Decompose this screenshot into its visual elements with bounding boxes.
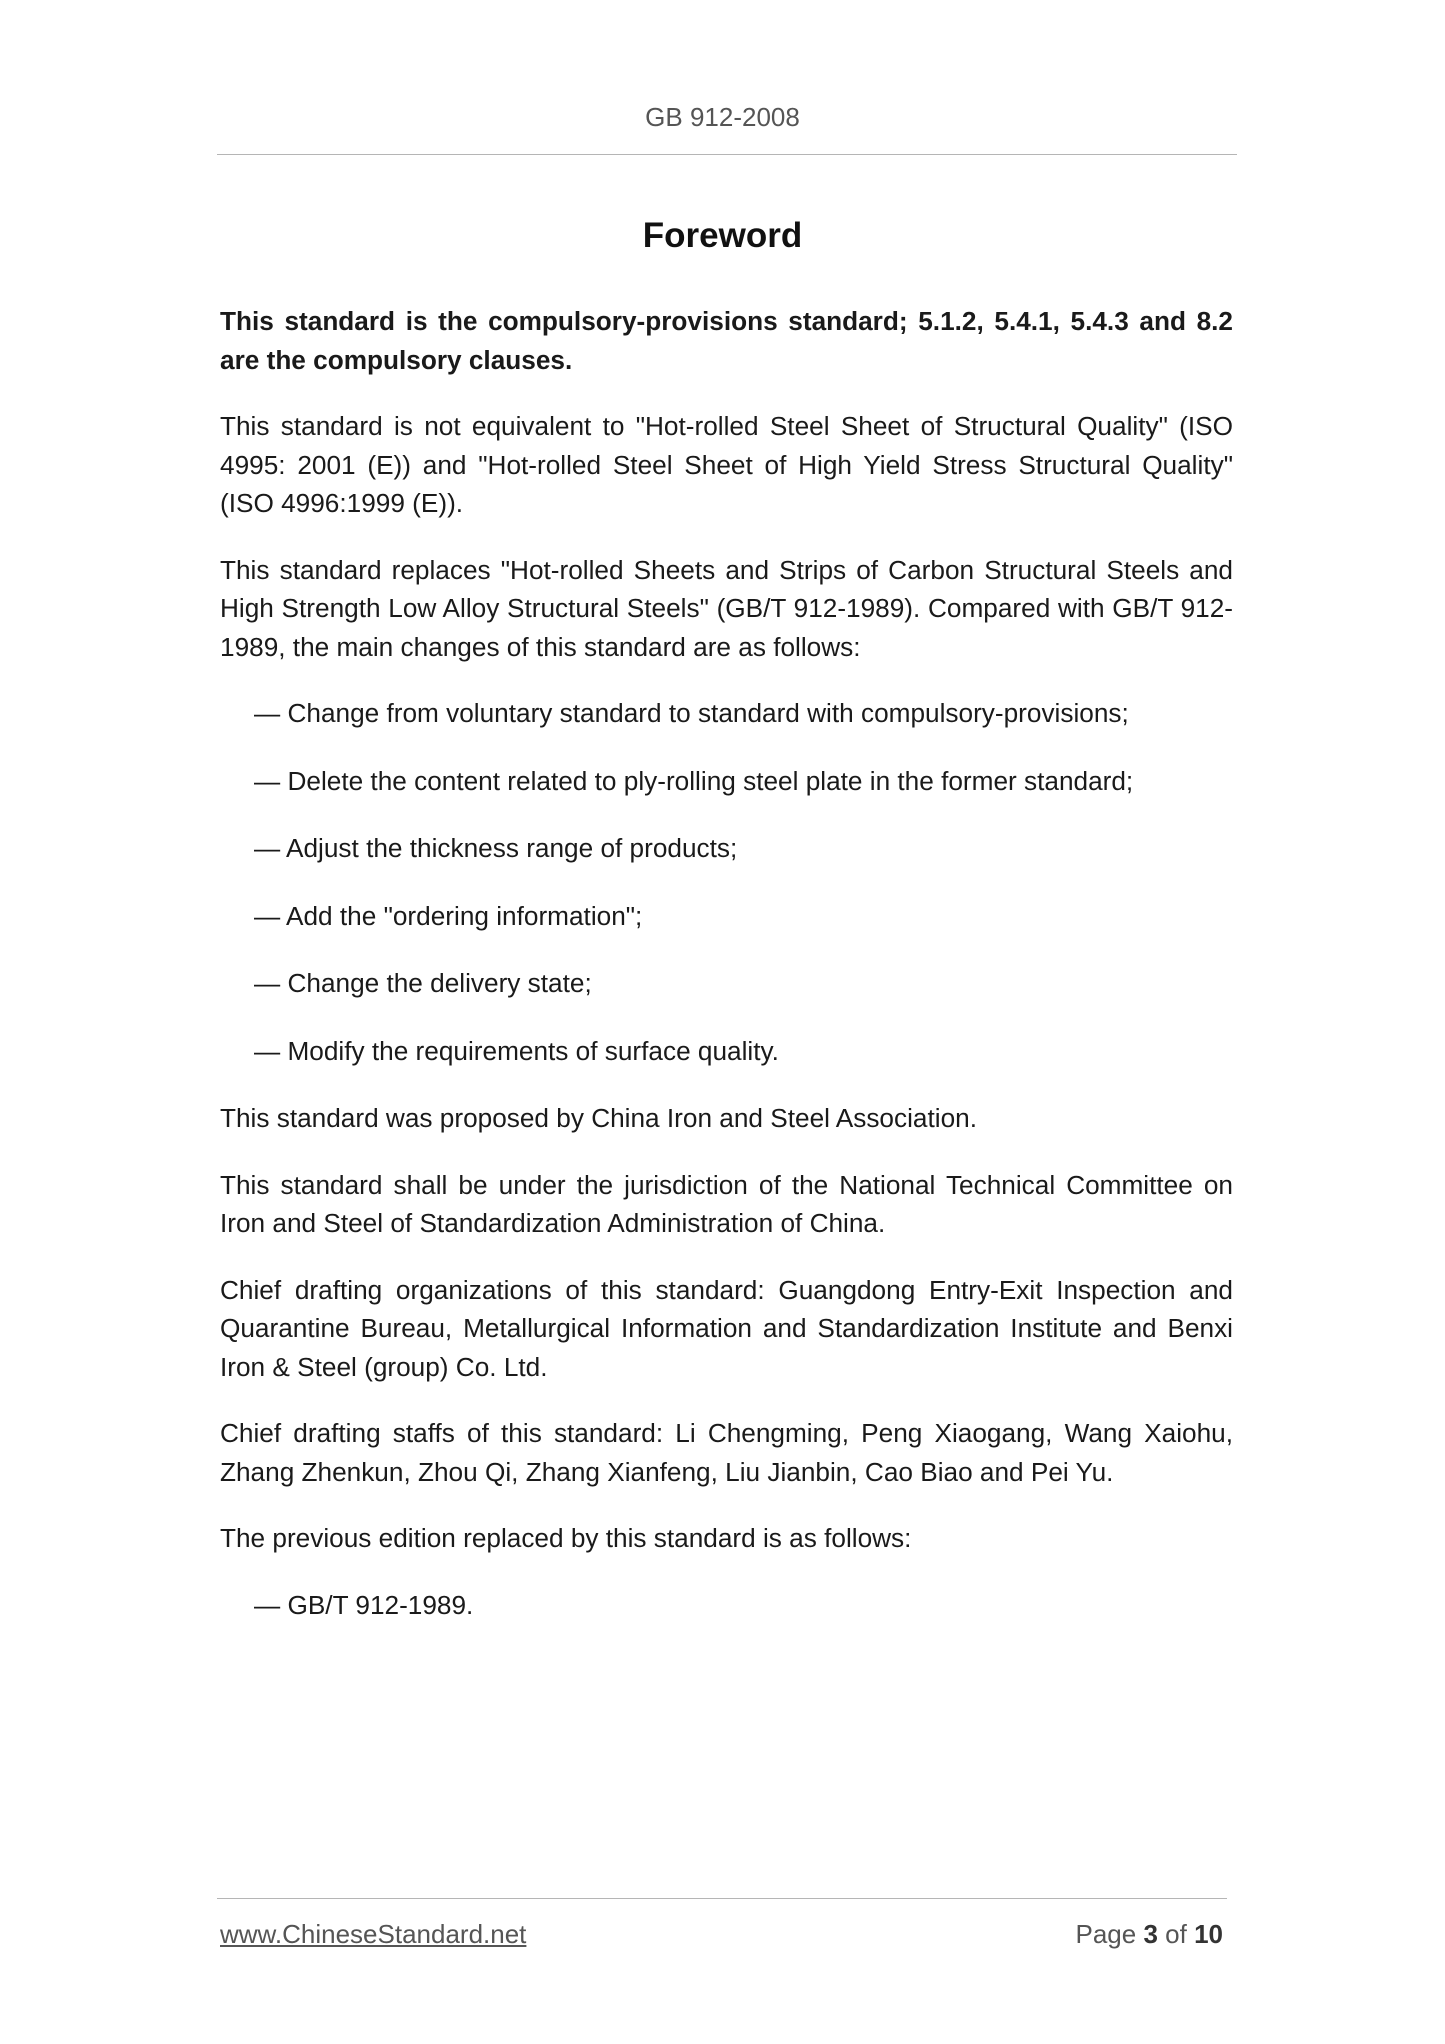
page-title: Foreword <box>642 216 803 255</box>
change-list-item: — Delete the content related to ply-rolling steel plate in the former standard; <box>254 765 1134 796</box>
drafting-staff-paragraph: Chief drafting staffs of this standard: Li Chengming, Peng Xiaogang, Wang Xaiohu, Zhang Zhenkun, Zhou Qi, Zhang Xianfeng, Liu Jianbin, Cao Biao and Pei Yu. <box>220 1418 1233 1487</box>
total-pages-number: 10 <box>1194 1919 1223 1949</box>
jurisdiction-paragraph: This standard shall be under the jurisdiction of the National Technical Committee on Iron and Steel of Standardization Administration of China. <box>220 1169 1233 1238</box>
page-label: Page <box>1075 1919 1137 1949</box>
change-list-item: — Add the "ordering information"; <box>254 900 643 931</box>
previous-edition-item: — GB/T 912-1989. <box>254 1589 474 1620</box>
page-of-label: of <box>1165 1919 1187 1949</box>
previous-edition-intro: The previous edition replaced by this standard is as follows: <box>220 1523 912 1553</box>
footer-divider <box>217 1898 1227 1899</box>
replaces-paragraph: This standard replaces "Hot-rolled Sheets and Strips of Carbon Structural Steels and High Strength Low Alloy Structural Steels" (GB/T 912-1989). Compared with GB/T 912-1989, the main changes of this standard are as follows: <box>220 554 1233 662</box>
change-list-item: — Change from voluntary standard to standard with compulsory-provisions; <box>254 698 1129 728</box>
compulsory-note-paragraph: This standard is the compulsory-provisions standard; 5.1.2, 5.4.1, 5.4.3 and 8.2 are the compulsory clauses. <box>220 306 1233 375</box>
document-body <box>220 302 1233 1653</box>
change-list-item: — Change the delivery state; <box>254 968 592 998</box>
website-link[interactable]: www.ChineseStandard.net <box>220 1919 527 1949</box>
change-list-item: — Adjust the thickness range of products; <box>254 833 738 863</box>
equivalence-paragraph: This standard is not equivalent to "Hot-rolled Steel Sheet of Structural Quality" (ISO 4995: 2001 (E)) and "Hot-rolled Steel Sheet of High Yield Stress Structural Quality" (ISO 4996:1999 (E)). <box>220 411 1233 518</box>
document-code-header: GB 912-2008 <box>645 102 800 132</box>
proposed-by-paragraph: This standard was proposed by China Iron and Steel Association. <box>220 1103 977 1133</box>
current-page-number: 3 <box>1143 1919 1158 1949</box>
page-indicator <box>1075 1919 1223 1950</box>
header-divider <box>217 154 1237 155</box>
drafting-organizations-paragraph: Chief drafting organizations of this standard: Guangdong Entry-Exit Inspection and Quarantine Bureau, Metallurgical Information and Standardization Institute and Benxi Iron & Steel (group) Co. Ltd. <box>220 1274 1233 1382</box>
change-list-item: — Modify the requirements of surface quality. <box>254 1035 779 1066</box>
